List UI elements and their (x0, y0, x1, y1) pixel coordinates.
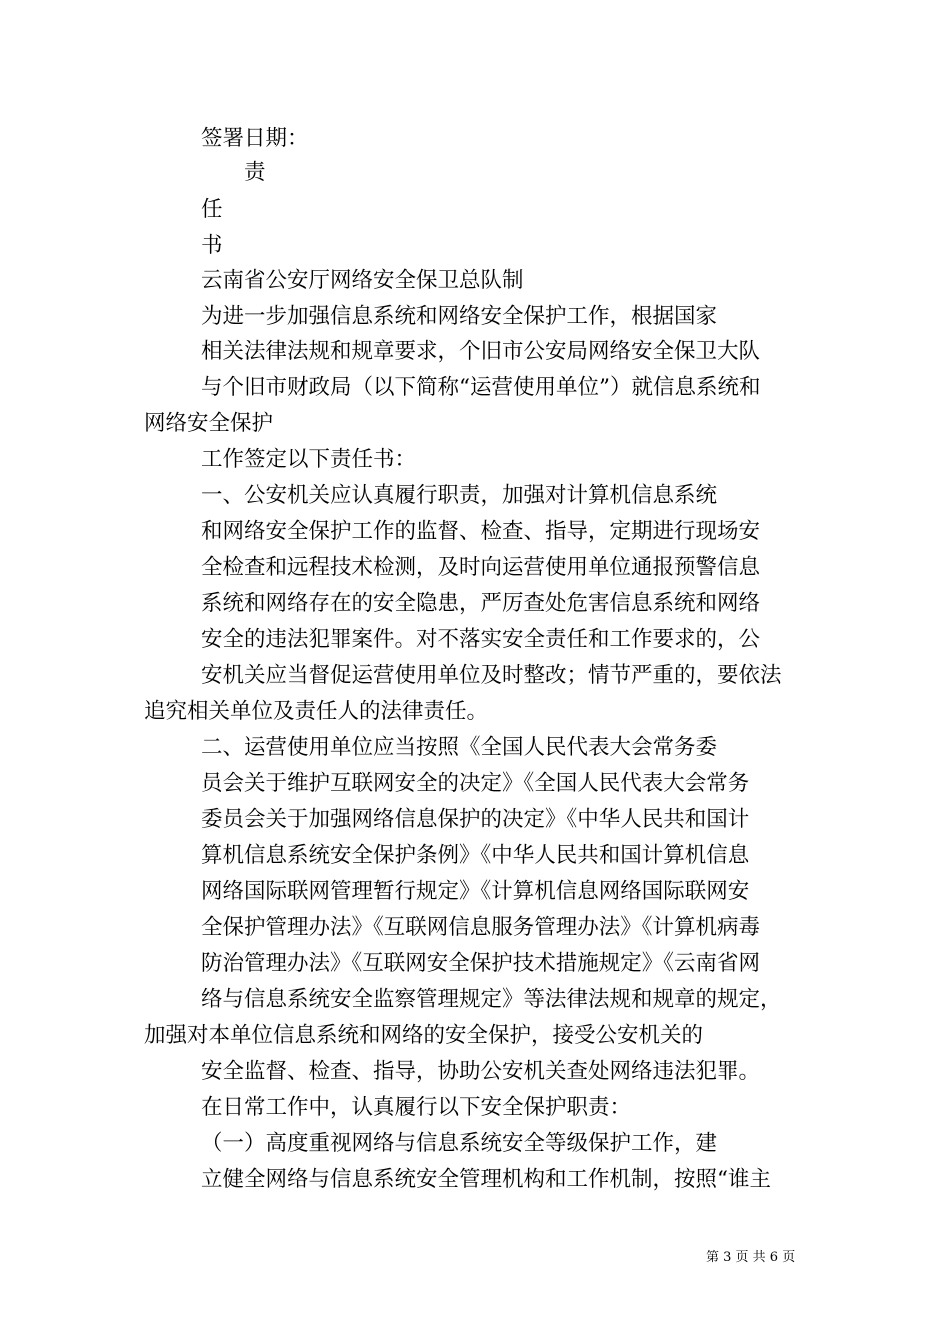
title-char-3: 书 (201, 233, 223, 258)
body-line: 算机信息系统安全保护条例》《中华人民共和国计算机信息 (201, 843, 750, 868)
body-line: 网络国际联网管理暂行规定》《计算机信息网络国际联网安 (201, 879, 750, 904)
body-line: 安机关应当督促运营使用单位及时整改；情节严重的，要依法 (201, 663, 782, 688)
body-line: 员会关于维护互联网安全的决定》《全国人民代表大会常务 (201, 771, 750, 796)
body-line: 全检查和远程技术检测，及时向运营使用单位通报预警信息 (201, 555, 761, 580)
body-line: 和网络安全保护工作的监督、检查、指导，定期进行现场安 (201, 519, 761, 544)
body-line: 为进一步加强信息系统和网络安全保护工作，根据国家 (201, 304, 718, 329)
body-line: 在日常工作中，认真履行以下安全保护职责： (201, 1095, 632, 1120)
body-line: 安全监督、检查、指导，协助公安机关查处网络违法犯罪。 (201, 1059, 761, 1084)
body-line: 二、运营使用单位应当按照《全国人民代表大会常务委 (201, 735, 718, 760)
body-line: 加强对本单位信息系统和网络的安全保护，接受公安机关的 (144, 1023, 704, 1048)
body-line: 全保护管理办法》《互联网信息服务管理办法》《计算机病毒 (201, 915, 761, 940)
body-line: 相关法律法规和规章要求，个旧市公安局网络安全保卫大队 (201, 339, 761, 364)
title-char-1: 责 (244, 160, 266, 185)
body-line: 追究相关单位及责任人的法律责任。 (144, 699, 489, 724)
body-line: 与个旧市财政局（以下简称“运营使用单位”）就信息系统和 (201, 375, 761, 400)
body-line: 网络安全保护 (144, 411, 274, 436)
page-number: 第 3 页 共 6 页 (706, 1250, 796, 1265)
body-line: 系统和网络存在的安全隐患，严厉查处危害信息系统和网络 (201, 591, 761, 616)
body-line: 防治管理办法》《互联网安全保护技术措施规定》《云南省网 (201, 951, 761, 976)
body-line: （一）高度重视网络与信息系统安全等级保护工作，建 (201, 1131, 718, 1156)
title-char-2: 任 (201, 197, 223, 222)
signing-date-label: 签署日期： (201, 126, 309, 151)
body-line: 委员会关于加强网络信息保护的决定》《中华人民共和国计 (201, 807, 750, 832)
body-line: 一、公安机关应认真履行职责，加强对计算机信息系统 (201, 483, 718, 508)
body-line: 工作签定以下责任书： (201, 447, 417, 472)
issuer-line: 云南省公安厅网络安全保卫总队制 (201, 268, 524, 293)
body-line: 络与信息系统安全监察管理规定》等法律法规和规章的规定， (201, 987, 782, 1012)
body-line: 立健全网络与信息系统安全管理机构和工作机制，按照“谁主 (201, 1167, 771, 1192)
body-line: 安全的违法犯罪案件。对不落实安全责任和工作要求的，公 (201, 627, 761, 652)
